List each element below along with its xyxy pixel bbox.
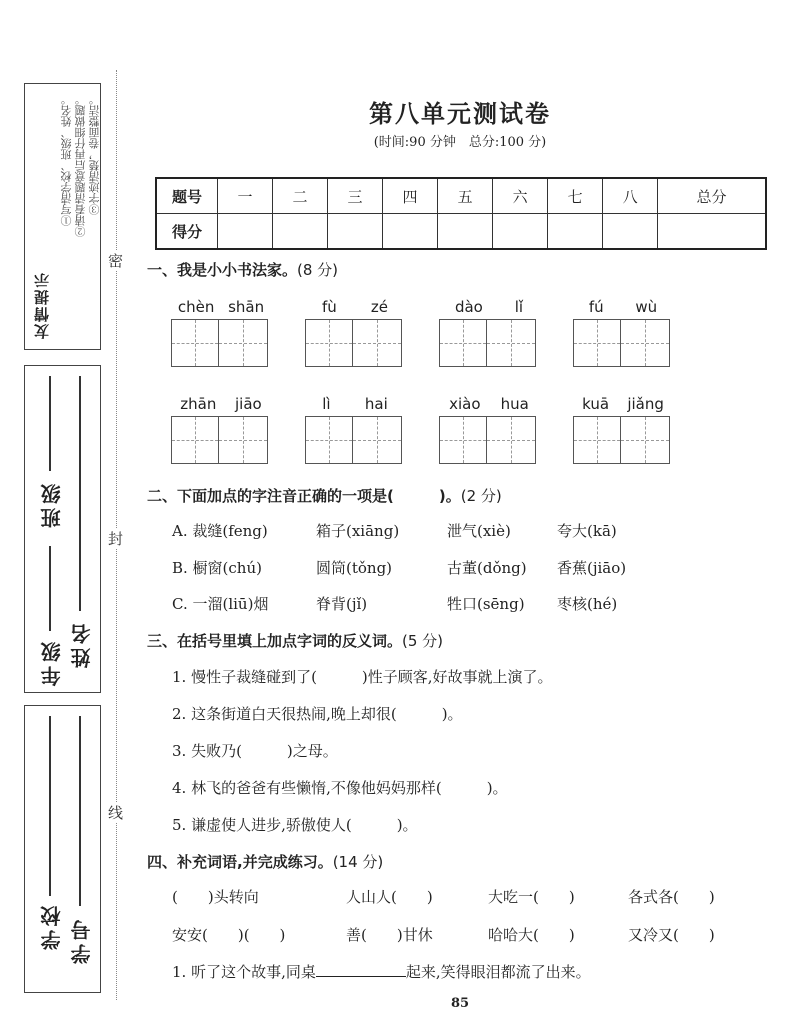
writing-box[interactable] [171,416,219,464]
section-2-points: (2 分) [460,487,502,505]
writing-box[interactable] [439,416,487,464]
school-field[interactable] [49,716,51,896]
score-cell[interactable] [658,214,766,250]
writing-box[interactable] [573,319,621,367]
word-grid [439,394,539,464]
exercise-q1-after: 起来,笑得眼泪都流了出来。 [405,963,591,981]
option-b-4: 香蕉(jiāo) [557,559,627,577]
section-3-title: 三、在括号里填上加点字词的反义词。 [147,632,403,650]
pinyin: fù [322,298,337,316]
score-header-row [156,178,766,214]
pinyin: hua [500,395,529,413]
word-grid [439,297,539,367]
writing-box[interactable] [305,416,353,464]
tip-3: ③字迹清楚，卷面整洁。 [88,94,101,215]
id-label: 学号 [70,916,94,964]
writing-box[interactable] [487,319,536,367]
pinyin: wù [635,298,658,316]
section-4-heading [147,851,383,872]
section-2-heading [147,485,502,506]
antonym-q2: 2. 这条街道白天很热闹,晚上却很( )。 [172,705,463,723]
col-1: 一 [218,178,273,214]
word-grid [171,394,271,464]
name-field[interactable] [79,376,81,611]
seal-char-xian: 线 [108,804,124,822]
row-label-number: 题号 [156,178,218,214]
section-1-points: (8 分) [297,261,339,279]
pinyin: kuā [582,395,610,413]
antonym-q5: 5. 谦虚使人进步,骄傲使人( )。 [172,816,418,834]
tip-1: ①写清学校、班级、姓名。 [60,94,73,226]
pinyin: jiāo [234,395,262,413]
option-b-3: 古董(dǒng) [447,559,527,577]
col-2: 二 [273,178,328,214]
option-a-2: 箱子(xiāng) [316,522,400,540]
writing-box[interactable] [621,319,670,367]
grade-label: 年级 [40,638,64,686]
idiom-4: 各式各( ) [628,888,715,906]
word-grid [171,297,271,367]
score-cell[interactable] [383,214,438,250]
class-label: 班级 [40,480,64,528]
col-7: 七 [548,178,603,214]
section-2-title: 二、下面加点的字注音正确的一项是( )。 [147,487,461,505]
word-grid [305,297,405,367]
option-c-3: 牲口(sēng) [447,595,525,613]
score-cell[interactable] [493,214,548,250]
writing-box[interactable] [219,416,268,464]
tip-2: ②请看清题意后再仔细做题。 [74,94,87,237]
grade-field[interactable] [49,546,51,631]
writing-box[interactable] [573,416,621,464]
option-a-4: 夸大(kā) [557,522,617,540]
col-5: 五 [438,178,493,214]
option-c-4: 枣核(hé) [557,595,618,613]
score-cell[interactable] [548,214,603,250]
section-3-heading [147,630,443,651]
writing-box[interactable] [219,319,268,367]
exercise-q1-before: 1. 听了这个故事,同桌 [172,963,316,981]
antonym-q3: 3. 失败乃( )之母。 [172,742,338,760]
col-6: 六 [493,178,548,214]
writing-box[interactable] [621,416,670,464]
idiom-8: 又冷又( ) [628,926,715,944]
antonym-q1: 1. 慢性子裁缝碰到了( )性子顾客,好故事就上演了。 [172,668,553,686]
idiom-1: ( )头转向 [172,888,259,906]
pinyin: shān [228,298,265,316]
row-label-score: 得分 [156,214,218,250]
seal-char-feng: 封 [108,530,124,548]
class-field[interactable] [49,376,51,471]
writing-box[interactable] [171,319,219,367]
page-number: 85 [450,996,470,1011]
seal-char-mi: 密 [108,252,124,270]
section-4-title: 四、补充词语,并完成练习。 [147,853,333,871]
pinyin: fú [588,298,604,316]
school-label: 学校 [40,902,64,950]
score-cell[interactable] [218,214,273,250]
option-b-2: 圆筒(tǒng) [316,559,393,577]
col-total: 总分 [658,178,766,214]
col-3: 三 [328,178,383,214]
writing-box[interactable] [353,319,402,367]
school-panel [24,705,101,993]
page-subtitle: (时间:90 分钟 总分:100 分) [373,135,547,150]
option-c-2: 脊背(jǐ) [316,595,368,613]
tips-title: 友情提示 [33,271,51,339]
id-field[interactable] [79,716,81,906]
col-8: 八 [603,178,658,214]
option-a-1: A. 裁缝(feng) [172,522,268,540]
section-1-heading [147,259,338,280]
score-cell[interactable] [273,214,328,250]
section-3-points: (5 分) [402,632,444,650]
section-1-title: 一、我是小小书法家。 [147,261,298,279]
idiom-7: 哈哈大( ) [488,926,575,944]
idiom-5: 安安( )( ) [172,926,286,944]
pinyin: xiào [449,395,481,413]
class-panel [24,365,101,693]
idiom-3: 大吃一( ) [488,888,575,906]
pinyin: dào [454,298,483,316]
score-table [155,177,767,250]
word-grid [573,394,673,464]
writing-box[interactable] [487,416,536,464]
pinyin: zé [370,298,388,316]
score-value-row [156,214,766,250]
option-b-1: B. 橱窗(chú) [172,559,262,577]
exercise-q1 [172,961,591,982]
col-4: 四 [383,178,438,214]
writing-box[interactable] [305,319,353,367]
pinyin: lǐ [514,298,524,316]
pinyin: jiǎng [627,395,664,413]
word-grid [573,297,673,367]
word-grid [305,394,405,464]
writing-box[interactable] [439,319,487,367]
page-title: 第八单元测试卷 [369,99,551,128]
pinyin: chèn [177,298,215,316]
pinyin: zhān [180,395,217,413]
answer-blank[interactable] [316,961,406,977]
option-a-3: 泄气(xiè) [447,522,511,540]
score-cell[interactable] [438,214,493,250]
option-c-1: C. 一溜(liū)烟 [172,595,269,613]
antonym-q4: 4. 林飞的爸爸有些懒惰,不像他妈妈那样( )。 [172,779,508,797]
section-4-points: (14 分) [332,853,384,871]
pinyin: lì [322,395,331,413]
name-label: 姓名 [70,620,94,668]
idiom-6: 善( )甘休 [346,926,433,944]
pinyin: hai [364,395,388,413]
idiom-2: 人山人( ) [346,888,433,906]
score-cell[interactable] [328,214,383,250]
score-cell[interactable] [603,214,658,250]
writing-box[interactable] [353,416,402,464]
